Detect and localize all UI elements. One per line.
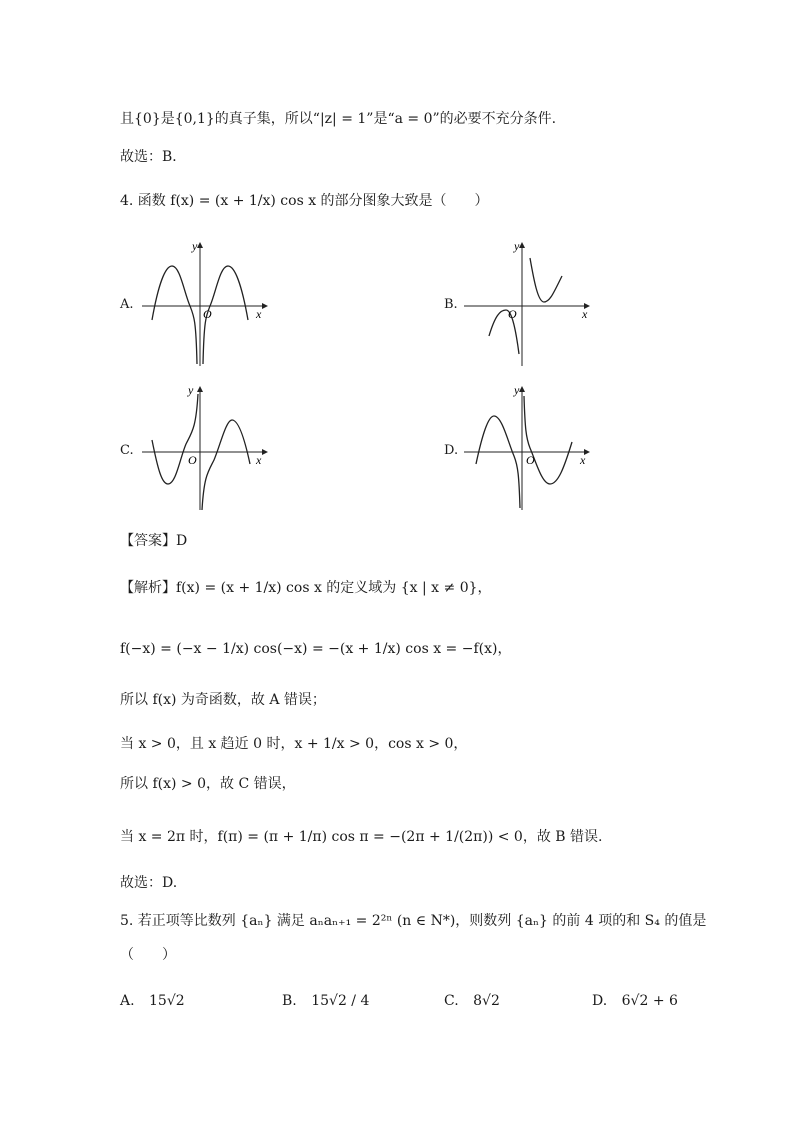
q5-option-b [282, 993, 369, 1009]
graph-option-c [140, 380, 280, 514]
analysis-odd-conclusion: 所以 f(x) 为奇函数，故 A 错误； [120, 692, 326, 708]
q5-option-c-value: 8√2 [473, 993, 500, 1009]
y-arrow-icon [519, 242, 525, 248]
x-axis-label: x [256, 307, 262, 321]
curve-left [152, 394, 198, 484]
x-axis-label: x [580, 453, 586, 467]
q5-option-c-label: C. [444, 993, 459, 1009]
origin-label: O [526, 453, 535, 467]
text-line-choice-b: 故选：B． [120, 149, 187, 165]
y-arrow-icon [197, 386, 203, 392]
curve-right [202, 420, 250, 510]
curve-right [530, 258, 562, 302]
curve-left [152, 266, 197, 364]
option-b-label: B. [444, 297, 458, 312]
analysis-reject-c: 所以 f(x) > 0，故 C 错误， [120, 776, 296, 792]
y-axis-label: y [514, 383, 520, 397]
q5-option-d-label: D. [592, 993, 608, 1009]
y-axis-label: y [192, 239, 198, 253]
graph-option-a [140, 236, 280, 370]
curve-left [476, 416, 520, 508]
q5-option-b-value: 15√2 / 4 [311, 993, 370, 1009]
origin-label: O [203, 307, 212, 321]
analysis-domain: 【解析】f(x) = (x + 1/x) cos x 的定义域为 {x | x ≠ 0}， [120, 580, 492, 596]
analysis-near-zero: 当 x > 0，且 x 趋近 0 时，x + 1/x > 0，cos x > 0， [120, 736, 468, 752]
curve-right [524, 396, 572, 484]
origin-label: O [188, 453, 197, 467]
q5-option-d-value: 6√2 + 6 [621, 993, 678, 1009]
graph-option-d [462, 380, 602, 514]
option-a-label: A. [120, 297, 134, 312]
question-4-stem: 4. 函数 f(x) = (x + 1/x) cos x 的部分图象大致是（ ） [120, 193, 489, 209]
q5-option-a-label: A. [120, 993, 135, 1009]
analysis-odd-check: f(−x) = (−x − 1/x) cos(−x) = −(x + 1/x) cos x = −f(x)， [120, 641, 512, 657]
x-axis-label: x [582, 307, 588, 321]
q5-option-a-value: 15√2 [149, 993, 185, 1009]
x-axis-label: x [256, 453, 262, 467]
origin-label: O [508, 307, 517, 321]
q5-option-d [592, 993, 678, 1009]
q5-option-c [444, 993, 500, 1009]
question-5-stem: 5. 若正项等比数列 {aₙ} 满足 aₙaₙ₊₁ = 2²ⁿ (n ∈ N*)，则数列 {aₙ} 的前 4 项的和 S₄ 的值是 [120, 913, 707, 929]
question-5-bracket: （ ） [120, 947, 176, 963]
graph-option-b [462, 236, 602, 370]
y-axis-label: y [514, 239, 520, 253]
answer-line: 【答案】D [120, 533, 188, 549]
y-arrow-icon [519, 386, 525, 392]
analysis-choose-d: 故选：D. [120, 875, 178, 891]
option-c-label: C. [120, 443, 134, 458]
y-arrow-icon [197, 242, 203, 248]
x-arrow-icon [262, 449, 268, 455]
text-line-conclusion: 且{0}是{0,1}的真子集，所以“|z| = 1”是“a = 0”的必要不充分条件. [120, 111, 557, 127]
y-axis-label: y [188, 383, 194, 397]
option-d-label: D. [444, 443, 459, 458]
q5-option-a [120, 993, 185, 1009]
analysis-reject-b: 当 x = 2π 时，f(π) = (π + 1/π) cos π = −(2π + 1/(2π)) < 0，故 B 错误. [120, 829, 603, 845]
q5-option-b-label: B. [282, 993, 297, 1009]
x-arrow-icon [262, 303, 268, 309]
